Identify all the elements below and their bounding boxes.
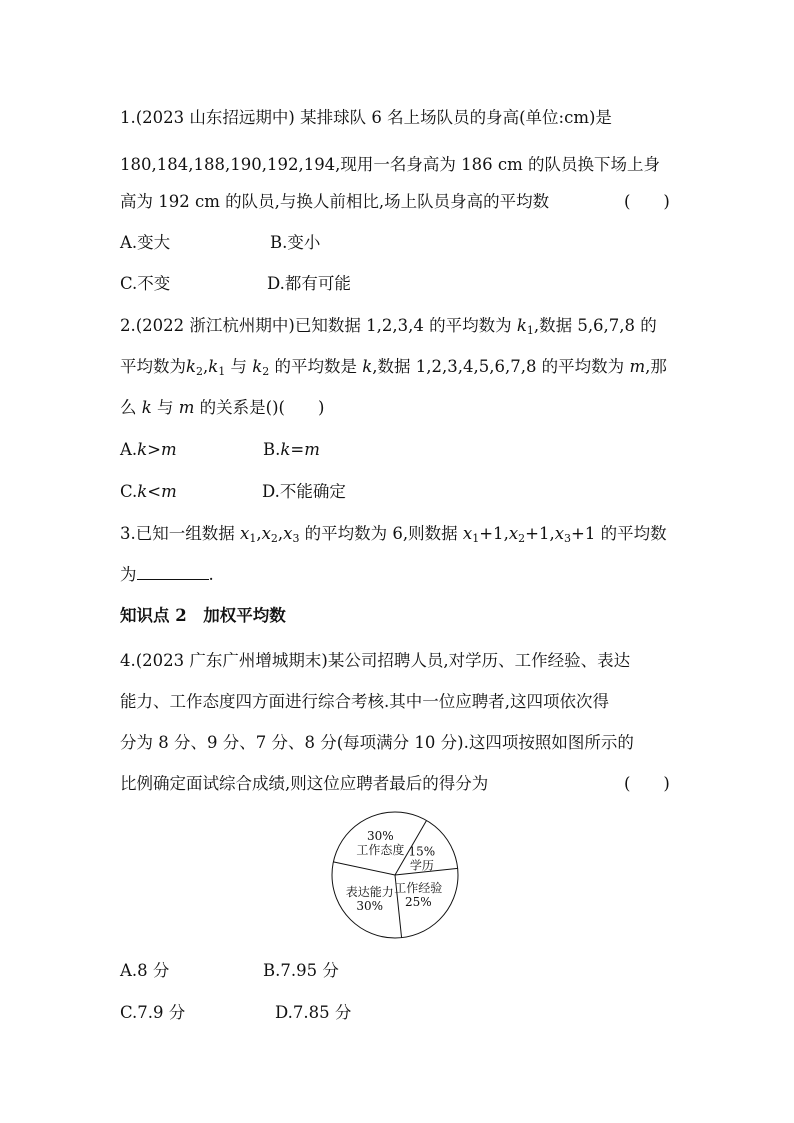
q2-text: 平均数为 (120, 357, 186, 376)
var-m: m (161, 440, 177, 459)
opt-label: B. (263, 440, 281, 459)
sub-2: 2 (518, 532, 526, 545)
opt-label: A. (120, 440, 138, 459)
pie-label: 15% (408, 844, 436, 859)
pie-label: 学历 (409, 858, 434, 873)
sub-1: 1 (249, 532, 257, 545)
q3-text: , (277, 524, 284, 543)
q2-option-b (263, 440, 320, 460)
q4-option-b: B.7.95 分 (263, 961, 339, 980)
q2-line-3 (120, 398, 680, 418)
q2-text: 与 (151, 398, 179, 417)
q1-line-1: 1.(2023 山东招远期中) 某排球队 6 名上场队员的身高(单位:cm)是 (120, 108, 612, 127)
q2-text: 2.(2022 浙江杭州期中)已知数据 1,2,3,4 的平均数为 (120, 316, 517, 335)
opt-label: C. (120, 482, 138, 501)
sub-1: 1 (526, 324, 534, 337)
pie-label: 30% (356, 898, 384, 913)
var-m: m (161, 482, 177, 501)
sub-1: 1 (218, 365, 226, 378)
sub-1: 1 (472, 532, 480, 545)
q1-line-3: 高为 192 cm 的队员,与换人前相比,场上队员身高的平均数 (120, 192, 550, 211)
q3-text: +1 (479, 524, 504, 543)
q2-option-c (120, 482, 177, 502)
var-k: k (252, 357, 263, 376)
q1-line-2: 180,184,188,190,192,194,现用一名身高为 186 cm 的队员换下场上身 (120, 155, 661, 174)
opt-op: > (147, 440, 161, 459)
q4-line-2: 能力、工作态度四方面进行综合考核.其中一位应聘者,这四项依次得 (120, 692, 609, 711)
q3-text: , (256, 524, 262, 543)
pie-label: 表达能力 (345, 884, 394, 899)
q2-line-2 (120, 357, 680, 377)
q2-text: ,那 (645, 357, 667, 376)
q3-text: 3.已知一组数据 (120, 524, 240, 543)
q2-text: , (203, 357, 209, 376)
opt-op: = (290, 440, 305, 459)
section-heading: 知识点 2 加权平均数 (120, 606, 286, 625)
var-x: x (283, 524, 293, 543)
q3-text: 的平均数为 6,则数据 (299, 524, 463, 543)
q4-answer-paren: ( ) (624, 774, 670, 793)
var-k: k (137, 440, 148, 459)
sub-2: 2 (262, 365, 270, 378)
pie-label: 工作态度 (356, 843, 405, 858)
q4-option-d: D.7.85 分 (275, 1003, 352, 1022)
opt-op: < (147, 482, 162, 501)
q1-answer-paren: ( ) (624, 192, 670, 211)
var-k: k (208, 357, 219, 376)
var-k: k (186, 357, 196, 376)
q2-text: ,数据 5,6,7,8 的 (533, 316, 657, 335)
var-m: m (178, 398, 195, 417)
q3-text: +1 (525, 524, 550, 543)
pie-chart (330, 810, 460, 940)
q2-text: ,数据 1,2,3,4,5,6,7,8 的平均数为 (372, 357, 630, 376)
q3-line-1 (120, 524, 680, 544)
q1-option-b: B.变小 (270, 233, 321, 252)
var-k: k (141, 398, 152, 417)
var-k: k (516, 316, 527, 335)
q3-text: +1 (571, 524, 596, 543)
var-x: x (508, 524, 519, 543)
q3-text: , (503, 524, 509, 543)
q2-text: 的平均数是 (269, 357, 363, 376)
var-x: x (240, 524, 250, 543)
q3-text: . (208, 565, 214, 584)
q2-answer-paren: ( ) (278, 398, 325, 417)
var-x: x (554, 524, 565, 543)
var-x: x (261, 524, 271, 543)
q4-option-a: A.8 分 (120, 961, 170, 980)
var-m: m (304, 440, 320, 459)
pie-slice-boundary (333, 862, 395, 875)
pie-label: 30% (367, 829, 394, 844)
sub-2: 2 (270, 532, 278, 545)
q1-option-c: C.不变 (120, 274, 171, 293)
var-k: k (137, 482, 148, 501)
var-k: k (280, 440, 291, 459)
q4-line-3: 分为 8 分、9 分、7 分、8 分(每项满分 10 分).这四项按照如图所示的 (120, 733, 634, 752)
q3-text: 的平均数 (595, 524, 667, 543)
q3-text: 为 (120, 565, 137, 584)
q1-option-a: A.变大 (120, 233, 171, 252)
answer-blank[interactable] (137, 565, 209, 580)
q3-text: , (549, 524, 555, 543)
q2-text: 与 (225, 357, 253, 376)
var-x: x (462, 524, 473, 543)
sub-3: 3 (564, 532, 572, 545)
sub-2: 2 (196, 365, 203, 378)
q2-option-d: D.不能确定 (262, 482, 346, 501)
sub-3: 3 (292, 532, 300, 545)
pie-label: 25% (404, 894, 432, 909)
pie-label: 工作经验 (394, 880, 443, 895)
q4-option-c: C.7.9 分 (120, 1003, 186, 1022)
q2-line-1 (120, 316, 680, 336)
q3-line-2 (120, 565, 680, 585)
var-k: k (362, 357, 373, 376)
q2-text: 的关系是() (194, 398, 279, 417)
q1-option-d: D.都有可能 (267, 274, 351, 293)
q2-text: 么 (120, 398, 142, 417)
q4-line-4: 比例确定面试综合成绩,则这位应聘者最后的得分为 (120, 774, 489, 793)
q4-line-1: 4.(2023 广东广州增城期末)某公司招聘人员,对学历、工作经验、表达 (120, 651, 631, 670)
q2-option-a (120, 440, 177, 460)
var-m: m (629, 357, 646, 376)
